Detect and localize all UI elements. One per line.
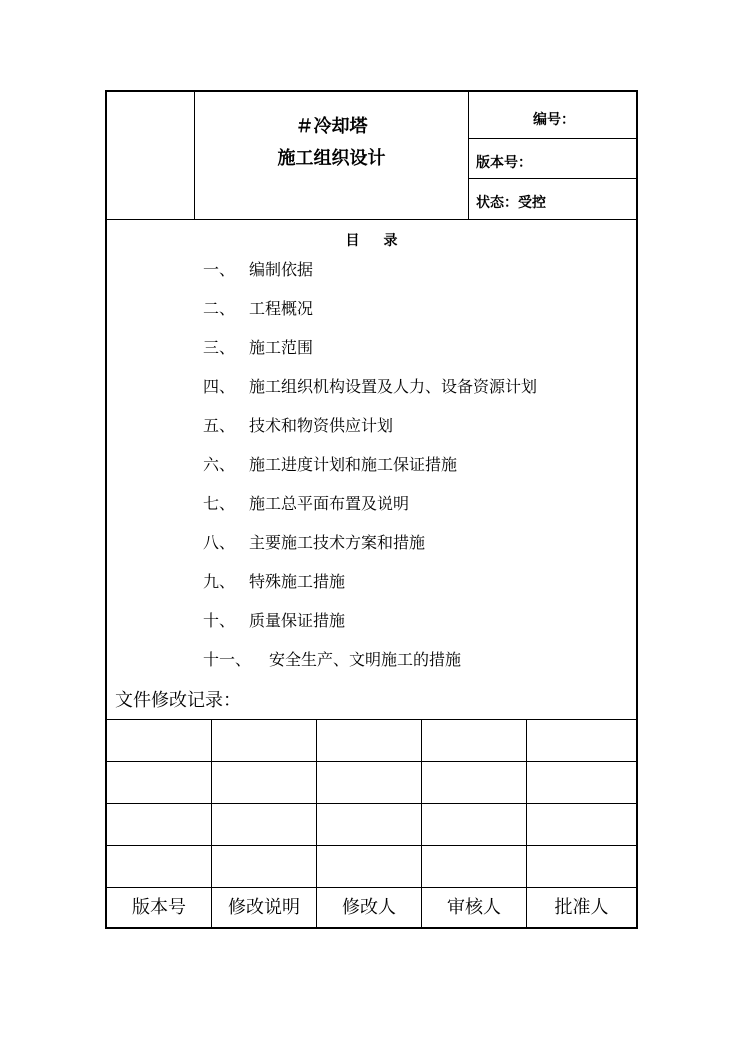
status-label: 状态：受控	[476, 195, 546, 211]
document-title-line1: ＃冷却塔	[295, 116, 368, 137]
toc-item-text: 施工总平面布置及说明	[249, 494, 410, 513]
toc-item-text: 施工范围	[249, 338, 314, 357]
toc-item-text: 编制依据	[249, 260, 314, 279]
revision-record-label: 文件修改记录：	[115, 690, 241, 711]
toc-item-number: 十一、	[203, 650, 252, 669]
toc-item-number: 十、	[203, 611, 236, 630]
toc-item	[203, 335, 313, 358]
toc-item-text: 施工组织机构设置及人力、设备资源计划	[249, 377, 538, 396]
toc-item-number: 四、	[203, 377, 236, 396]
toc-item	[203, 530, 425, 553]
toc-item	[203, 569, 345, 592]
version-cell	[469, 139, 636, 179]
version-label: 版本号：	[476, 155, 532, 171]
number-cell	[469, 92, 636, 139]
column-header-version: 版本号	[132, 897, 186, 918]
toc-item-number: 三、	[203, 338, 236, 357]
toc-item	[203, 452, 457, 475]
toc-item	[203, 296, 313, 319]
toc-item-text: 主要施工技术方案和措施	[249, 533, 426, 552]
toc-item-number: 二、	[203, 299, 236, 318]
toc-item-number: 一、	[203, 260, 236, 279]
toc-item-text: 特殊施工措施	[249, 572, 346, 591]
table-row-divider	[107, 845, 636, 846]
toc-item-number: 八、	[203, 533, 236, 552]
toc-item-text: 安全生产、文明施工的措施	[269, 650, 462, 669]
toc-item	[203, 413, 393, 436]
column-header-modifier: 修改人	[342, 897, 396, 918]
table-row-divider	[107, 761, 636, 762]
table-row-divider	[107, 803, 636, 804]
toc-item-text: 质量保证措施	[249, 611, 346, 630]
toc-item-number: 五、	[203, 416, 236, 435]
status-cell	[469, 179, 636, 219]
column-header-description: 修改说明	[228, 897, 300, 918]
column-header-reviewer: 审核人	[447, 897, 501, 918]
toc-item-number: 九、	[203, 572, 236, 591]
toc-item-number: 七、	[203, 494, 236, 513]
toc-item-text: 工程概况	[249, 299, 314, 318]
toc-item	[203, 257, 313, 280]
document-frame	[105, 90, 638, 929]
toc-item-text: 施工进度计划和施工保证措施	[249, 455, 458, 474]
revision-table	[107, 719, 636, 928]
toc-item-text: 技术和物资供应计划	[249, 416, 394, 435]
toc-item	[203, 647, 461, 670]
logo-cell	[107, 92, 195, 219]
title-cell	[195, 92, 469, 219]
column-header-approver: 批准人	[554, 897, 609, 918]
number-label: 编号：	[533, 112, 575, 128]
toc-item-number: 六、	[203, 455, 236, 474]
toc-heading: 目录	[345, 233, 422, 249]
toc-item	[203, 491, 409, 514]
toc-item	[203, 608, 345, 631]
document-header	[107, 92, 636, 220]
toc-item	[203, 374, 537, 397]
document-title-line2: 施工组织设计	[277, 148, 386, 169]
